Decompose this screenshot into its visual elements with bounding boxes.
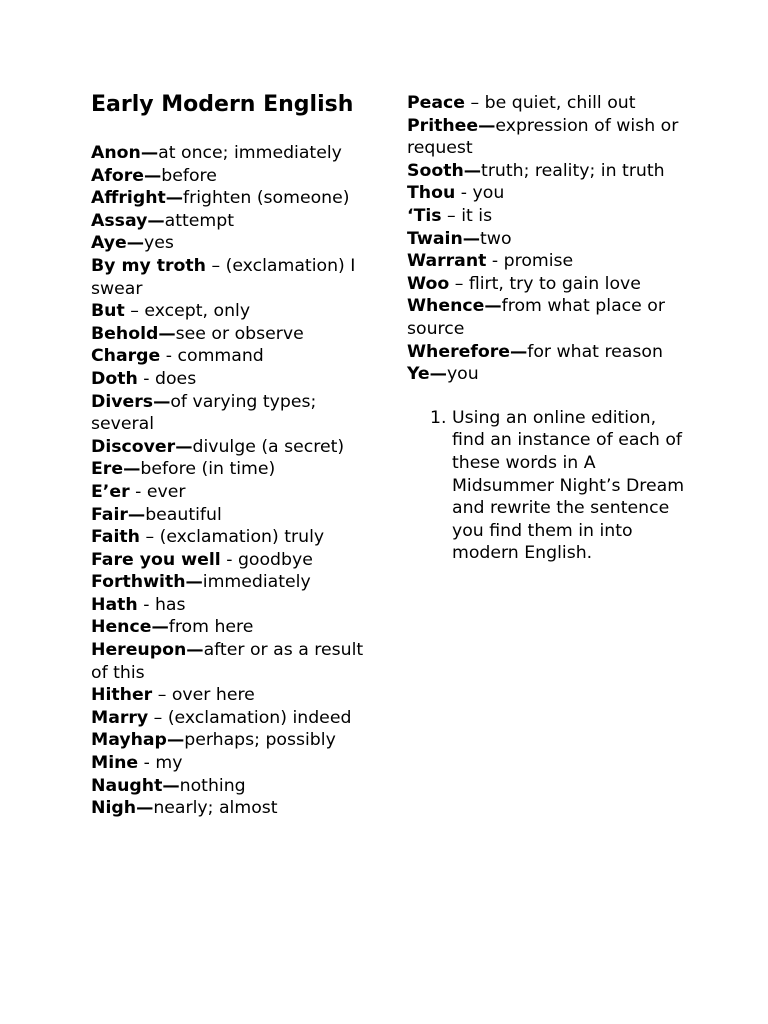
glossary-term: Whence bbox=[407, 296, 485, 317]
glossary-separator: — bbox=[185, 572, 203, 593]
glossary-definition: ever bbox=[146, 481, 186, 502]
glossary-definition: before bbox=[161, 165, 217, 186]
glossary-term: By my troth bbox=[91, 255, 206, 276]
glossary-separator: — bbox=[147, 210, 165, 231]
glossary-entry bbox=[91, 300, 381, 323]
glossary-separator: – bbox=[205, 255, 226, 276]
glossary-separator: — bbox=[429, 364, 447, 385]
glossary-entry bbox=[407, 273, 697, 296]
glossary-entry bbox=[407, 205, 697, 228]
glossary-term: Hereupon bbox=[91, 640, 187, 661]
glossary-entry bbox=[91, 142, 381, 165]
glossary-term: Affright bbox=[91, 188, 166, 209]
glossary-entry bbox=[91, 232, 381, 255]
glossary-definition: from what place or source bbox=[407, 296, 665, 339]
glossary-separator: — bbox=[158, 323, 176, 344]
glossary-separator: — bbox=[462, 228, 481, 249]
glossary-separator: — bbox=[140, 143, 159, 163]
glossary-definition: has bbox=[154, 594, 186, 615]
glossary-entry bbox=[407, 228, 697, 251]
glossary-separator: – bbox=[124, 301, 145, 322]
glossary-separator: - bbox=[486, 251, 504, 272]
glossary-definition: flirt, try to gain love bbox=[468, 273, 641, 294]
glossary-definition: it is bbox=[461, 205, 493, 226]
glossary-term: Wherefore bbox=[407, 341, 510, 362]
task-item: 1. Using an online edition, find an instance of each of these words in A Midsummer Night’s Dream and rewrite the sentence you find them in into modern English. bbox=[452, 407, 692, 565]
glossary-entry bbox=[91, 684, 381, 707]
glossary-entry bbox=[91, 639, 381, 684]
glossary-entry bbox=[91, 165, 381, 188]
glossary-separator: – bbox=[449, 273, 469, 294]
glossary-separator: - bbox=[138, 753, 156, 774]
glossary-entry bbox=[407, 115, 697, 160]
glossary-entry bbox=[91, 504, 381, 527]
glossary-definition: two bbox=[480, 228, 512, 249]
glossary-definition: be quiet, chill out bbox=[484, 93, 636, 113]
glossary-definition: beautiful bbox=[145, 504, 222, 525]
glossary-term: Discover bbox=[91, 436, 176, 457]
glossary-definition: yes bbox=[144, 233, 174, 254]
glossary-entry bbox=[91, 481, 381, 504]
glossary-term: Hence bbox=[91, 617, 152, 638]
glossary-entry bbox=[91, 594, 381, 617]
glossary-separator: - bbox=[137, 368, 156, 389]
glossary-definition: at once; immediately bbox=[158, 143, 342, 163]
glossary-definition: over here bbox=[171, 685, 255, 706]
left-column bbox=[91, 91, 381, 820]
glossary-definition: nearly; almost bbox=[153, 798, 278, 819]
glossary-separator: – bbox=[441, 205, 462, 226]
glossary-separator: - bbox=[455, 183, 473, 204]
glossary-definition: promise bbox=[503, 251, 574, 272]
glossary-entry bbox=[91, 323, 381, 346]
glossary-term: Ere bbox=[91, 459, 124, 480]
task-list bbox=[407, 407, 692, 565]
glossary-term: Naught bbox=[91, 775, 163, 796]
glossary-separator: – bbox=[148, 707, 168, 728]
glossary-entry bbox=[91, 210, 381, 233]
glossary-term: Marry bbox=[91, 707, 149, 728]
glossary-definition: frighten (someone) bbox=[183, 188, 350, 209]
glossary-definition: truth; reality; in truth bbox=[481, 160, 665, 181]
glossary-separator: — bbox=[509, 341, 528, 362]
glossary-entry bbox=[91, 345, 381, 368]
glossary-term: Divers bbox=[91, 391, 154, 412]
glossary-entry bbox=[91, 549, 381, 572]
glossary-term: Aye bbox=[91, 233, 127, 254]
glossary-term: Woo bbox=[407, 273, 450, 294]
glossary-definition: from here bbox=[168, 617, 254, 638]
glossary-term: Doth bbox=[91, 368, 138, 389]
glossary-definition: except, only bbox=[144, 301, 251, 322]
glossary-term: Faith bbox=[91, 527, 140, 548]
glossary-definition: goodbye bbox=[237, 549, 313, 570]
glossary-separator: — bbox=[162, 775, 180, 796]
glossary-separator: - bbox=[160, 346, 178, 367]
glossary-entry bbox=[91, 797, 381, 820]
glossary-separator: — bbox=[166, 730, 185, 751]
glossary-entry bbox=[91, 571, 381, 594]
glossary-separator: – bbox=[465, 93, 485, 113]
glossary-entry bbox=[91, 707, 381, 730]
glossary-definition: you bbox=[446, 364, 479, 385]
glossary-separator: – bbox=[152, 685, 172, 706]
glossary-separator: — bbox=[463, 160, 482, 181]
glossary-separator: – bbox=[139, 527, 160, 548]
glossary-definition: divulge (a secret) bbox=[192, 436, 345, 457]
glossary-separator: — bbox=[484, 296, 502, 317]
glossary-term: E’er bbox=[91, 481, 130, 502]
glossary-term: Forthwith bbox=[91, 572, 186, 593]
glossary-term: Behold bbox=[91, 323, 159, 344]
glossary-definition: of varying types; several bbox=[91, 391, 317, 435]
glossary-entry bbox=[407, 295, 697, 340]
glossary-separator: — bbox=[127, 504, 146, 525]
glossary-term: Nigh bbox=[91, 798, 137, 819]
glossary-separator: — bbox=[186, 640, 204, 661]
glossary-list-right bbox=[407, 92, 697, 386]
glossary-entry bbox=[407, 182, 697, 205]
glossary-definition: after or as a result of this bbox=[91, 640, 364, 683]
glossary-entry bbox=[407, 250, 697, 273]
glossary-entry bbox=[91, 436, 381, 459]
glossary-entry bbox=[91, 775, 381, 798]
glossary-list-left bbox=[91, 142, 381, 820]
glossary-definition: expression of wish or request bbox=[407, 115, 679, 159]
glossary-term: Ye bbox=[407, 364, 430, 385]
glossary-term: Anon bbox=[91, 143, 141, 163]
glossary-separator: — bbox=[123, 459, 141, 480]
glossary-term: Peace bbox=[407, 93, 466, 113]
glossary-term: Assay bbox=[91, 210, 148, 231]
glossary-separator: — bbox=[175, 436, 193, 457]
glossary-term: But bbox=[91, 301, 125, 322]
glossary-definition: does bbox=[155, 368, 197, 389]
glossary-entry bbox=[91, 526, 381, 549]
glossary-definition: for what reason bbox=[527, 341, 663, 362]
glossary-entry bbox=[91, 368, 381, 391]
glossary-entry bbox=[91, 729, 381, 752]
glossary-definition: command bbox=[177, 346, 264, 367]
right-column bbox=[407, 92, 697, 565]
glossary-term: Hath bbox=[91, 594, 138, 615]
glossary-separator: - bbox=[129, 481, 147, 502]
glossary-term: Mayhap bbox=[91, 730, 167, 751]
page-title: Early Modern English bbox=[91, 92, 354, 117]
glossary-definition: my bbox=[155, 753, 183, 774]
glossary-separator: - bbox=[137, 594, 155, 615]
glossary-definition: before (in time) bbox=[140, 459, 276, 480]
glossary-entry bbox=[91, 752, 381, 775]
glossary-entry bbox=[407, 160, 697, 183]
glossary-definition: nothing bbox=[179, 775, 246, 796]
glossary-entry bbox=[91, 458, 381, 481]
glossary-term: ‘Tis bbox=[407, 205, 442, 226]
glossary-separator: — bbox=[136, 798, 154, 819]
glossary-separator: — bbox=[151, 617, 169, 638]
glossary-entry bbox=[407, 341, 697, 364]
glossary-term: Prithee bbox=[407, 115, 479, 136]
glossary-term: Warrant bbox=[407, 251, 487, 272]
glossary-entry bbox=[407, 92, 697, 115]
glossary-term: Thou bbox=[407, 183, 456, 204]
glossary-definition: (exclamation) I swear bbox=[91, 255, 356, 299]
glossary-definition: (exclamation) truly bbox=[159, 527, 325, 548]
glossary-separator: — bbox=[144, 165, 162, 186]
glossary-term: Fair bbox=[91, 504, 128, 525]
glossary-term: Sooth bbox=[407, 160, 464, 181]
glossary-separator: — bbox=[165, 188, 184, 209]
glossary-term: Fare you well bbox=[91, 549, 221, 570]
glossary-entry bbox=[91, 187, 381, 210]
glossary-entry bbox=[91, 391, 381, 436]
glossary-term: Mine bbox=[91, 753, 139, 774]
glossary-term: Afore bbox=[91, 165, 145, 186]
glossary-separator: — bbox=[126, 233, 145, 254]
glossary-term: Hither bbox=[91, 685, 153, 706]
glossary-entry bbox=[91, 616, 381, 639]
glossary-definition: you bbox=[472, 183, 505, 204]
glossary-term: Twain bbox=[407, 228, 463, 249]
glossary-definition: immediately bbox=[202, 572, 311, 593]
glossary-definition: (exclamation) indeed bbox=[167, 707, 352, 728]
glossary-definition: perhaps; possibly bbox=[184, 730, 336, 751]
glossary-term: Charge bbox=[91, 346, 161, 367]
glossary-separator: - bbox=[220, 549, 238, 570]
glossary-separator: — bbox=[153, 391, 171, 412]
glossary-entry bbox=[91, 255, 381, 300]
glossary-entry bbox=[407, 363, 697, 386]
glossary-definition: see or observe bbox=[175, 323, 304, 344]
glossary-definition: attempt bbox=[164, 210, 234, 231]
glossary-separator: — bbox=[478, 115, 496, 136]
